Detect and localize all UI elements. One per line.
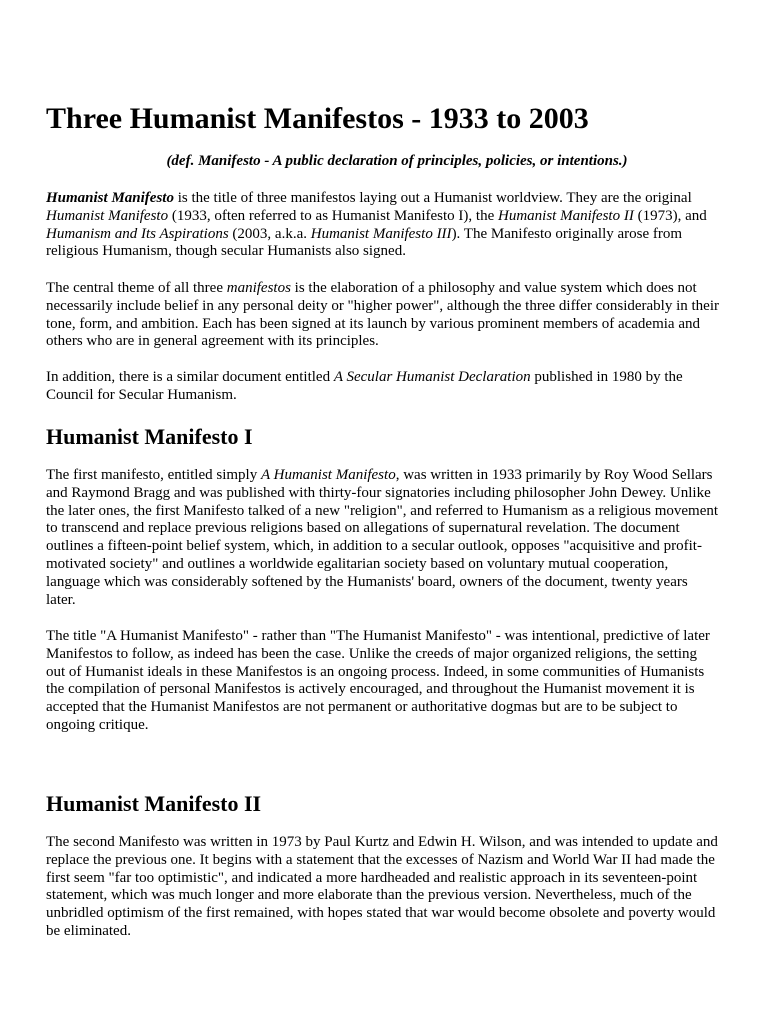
section-heading-manifesto-i: Humanist Manifesto I (46, 424, 253, 449)
definition-subtitle: (def. Manifesto - A public declaration of principles, policies, or intentions.) (166, 153, 628, 169)
page-title: Three Humanist Manifestos - 1933 to 2003 (46, 102, 589, 135)
manifesto-i-paragraph-1: The first manifesto, entitled simply A Humanist Manifesto, was written in 1933 primarily by Roy Wood Sellars and Raymond Bragg and was published with thirty-four signatories including philosopher John Dewey. Unlike the later ones, the first Manifesto talked of a new "religion", and referred to Humanism as a religious movement to transcend and replace previous religions based on allegations of supernatural revelation. The document outlines a fifteen-point belief system, which, in addition to a secular outlook, opposes "acquisitive and profit- motivated society" and outlines a worldwide egalitarian society based on voluntary mutual cooperation, language which was considerably softened by the Humanists' board, owners of the document, twenty years later. (46, 467, 719, 608)
intro-paragraph: Humanist Manifesto is the title of three manifestos laying out a Humanist worldview. They are the original Humanist Manifesto (1933, often referred to as Humanist Manifesto I), the Humanist Manifesto II (1973), and Humanism and Its Aspirations (2003, a.k.a. Humanist Manifesto III). The Manifesto originally arose from religious Humanism, though secular Humanists also signed. (46, 190, 707, 260)
addition-paragraph: In addition, there is a similar document entitled A Secular Humanist Declaration published in 1980 by the Council for Secular Humanism. (46, 369, 683, 403)
manifesto-ii-paragraph-1: The second Manifesto was written in 1973 by Paul Kurtz and Edwin H. Wilson, and was intended to update and replace the previous one. It begins with a statement that the excesses of Nazism and World War II had made the first seem "far too optimistic", and indicated a more hardheaded and realistic approach in its seventeen-point statement, which was much longer and more elaborate than the previous version. Nevertheless, much of the unbridled optimism of the first remained, with hopes stated that war would become obsolete and poverty would be eliminated. (46, 834, 718, 939)
central-theme-paragraph: The central theme of all three manifestos is the elaboration of a philosophy and value system which does not necessarily include belief in any personal deity or "higher power", although the three differ considerably in their tone, form, and ambition. Each has been signed at its launch by various prominent members of academia and others who are in general agreement with its principles. (46, 280, 719, 350)
section-heading-manifesto-ii: Humanist Manifesto II (46, 791, 262, 816)
manifesto-i-paragraph-2: The title "A Humanist Manifesto" - rather than "The Humanist Manifesto" - was intentional, predictive of later Manifestos to follow, as indeed has been the case. Unlike the creeds of major organized religions, the setting out of Humanist ideals in these Manifestos is an ongoing process. Indeed, in some communities of Humanists the compilation of personal Manifestos is actively encouraged, and throughout the Humanist movement it is accepted that the Humanist Manifestos are not permanent or authoritative dogmas but are to be subject to ongoing critique. (46, 628, 710, 733)
intro-em-1: Humanist Manifesto (46, 190, 174, 206)
